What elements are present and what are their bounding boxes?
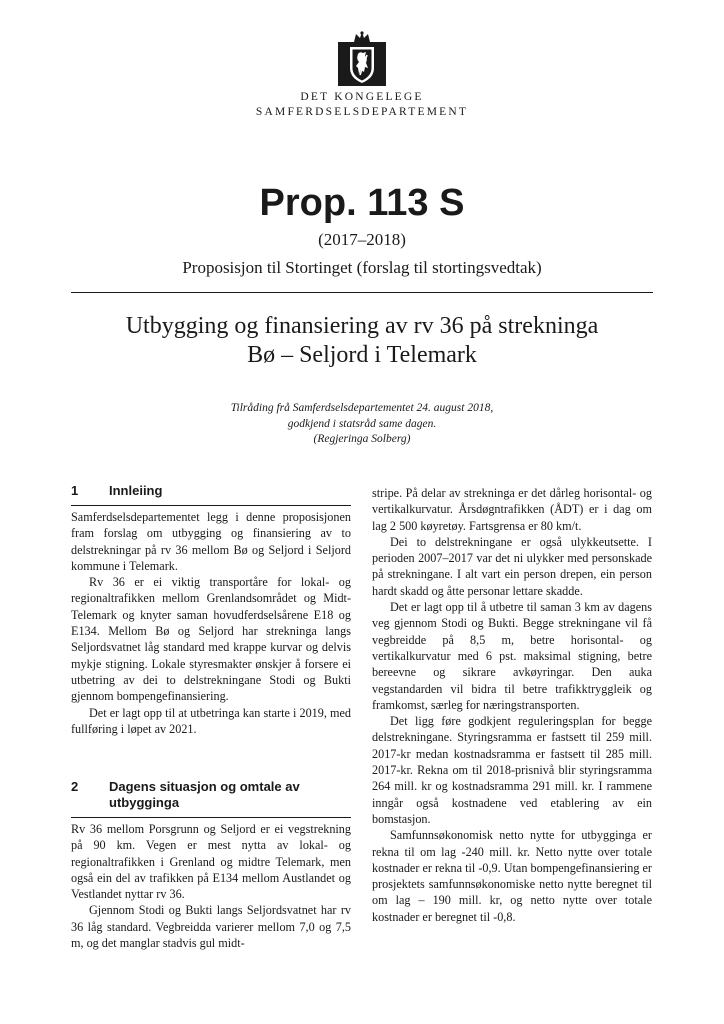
section-rule (71, 817, 351, 818)
paragraph: Det ligg føre godkjent reguleringsplan for begge delstrekningane. Styringsramma er fastsett til 259 mill. 2017-kr medan kostnadsramma er fastsett til 285 mill. 2017-kr. Rekna om til 2018-prisnivå blir styringsramma 264 mill. kr og kostnadsramma 291 mill. kr. I rammene inngår også kostnadene ved etablering av ein bomstasjon. (372, 714, 652, 826)
proposition-number: Prop. 113 S (259, 182, 465, 224)
session-years: (2017–2018) (318, 230, 406, 249)
paragraph: Rv 36 mellom Porsgrunn og Seljord er ei vegstrekning på 90 km. Vegen er mest nytta av lokal- og regionaltrafikken i Grenland og midtre Telemark, men også ein del av trafikken på E134 mellom Austlandet og Vestlandet nyttar rv 36. (71, 822, 351, 902)
document-title (60, 312, 664, 370)
section-title: Dagens situasjon og omtale av utbygginga (109, 779, 300, 810)
paragraph: stripe. På delar av strekninga er det dårleg horisontal- og vertikalkurvatur. Årsdøgntrafikken (ÅDT) er i dag om lag 2 500 køyretøy. Fartsgrensa er 80 km/t. (372, 486, 652, 533)
document-title-line2: Bø – Seljord i Telemark (247, 342, 477, 368)
approval-line: godkjend i statsråd same dagen. (287, 418, 437, 430)
section-number: 2 (71, 779, 79, 794)
section-1-body (71, 509, 351, 737)
government-line: (Regjeringa Solberg) (313, 433, 411, 445)
paragraph: Rv 36 er ei viktig transportåre for lokal- og regionaltrafikken mellom Grenlandsområdet og Midt-Telemark og knyter saman hovudferdselsårene E18 og E134. Mellom Bø og Seljord har strekninga langs Seljordsvatnet låg standard med krappe kurvar og delvis mykje stigning. Lokale styresmakter ønskjer å forsere ei utbetring av dei to delstrekningane Stodi og Bukti gjennom bompengefinansiering. (71, 575, 351, 704)
paragraph: Dei to delstrekningane er også ulykkeutsette. I perioden 2007–2017 var det ni ulykker med personskade på strekningane. I alt vart ein person drepen, ein person hardt skadd og åtte personar lettare skadde. (372, 534, 652, 598)
title-divider (71, 292, 653, 293)
section-2-body (71, 821, 351, 951)
document-title-line1: Utbygging og finansiering av rv 36 på strekninga (125, 313, 599, 339)
paragraph: Gjennom Stodi og Bukti langs Seljordsvatnet har rv 36 låg standard. Vegbreidda varierer mellom 7,0 og 7,5 m, og det manglar stadvis gul midt- (71, 903, 351, 951)
coat-of-arms-emblem (338, 30, 386, 86)
recommendation-line: Tilråding frå Samferdselsdepartementet 24. august 2018, (230, 402, 494, 414)
ministry-name-line1: DET KONGELEGE (300, 91, 424, 103)
right-column-body (372, 485, 652, 925)
section-title: Innleiing (109, 483, 163, 498)
paragraph: Samfunnsøkonomisk netto nytte for utbygginga er rekna til om lag -240 mill. kr. Netto nytte over totale kostnader er rekna til -0,9. Utan bompengefinansiering er prosjektets samfunnsøkonomiske netto nytte beregnet til om lag – 190 mill. kr, og netto nytte over totale kostnader er beregnet til -0,8. (372, 828, 652, 924)
section-rule (71, 505, 351, 506)
ministry-name-line2: SAMFERDSELSDEPARTEMENT (255, 106, 469, 118)
paragraph: Samferdselsdepartementet legg i denne proposisjonen fram forslag om utbygging og finansiering av to delstrekningar på rv 36 mellom Bø og Seljord i Seljord kommune i Telemark. (71, 510, 351, 573)
paragraph: Det er lagt opp til å utbetre til saman 3 km av dagens veg gjennom Stodi og Bukti. Begge strekningane vil få vegbreidde på 8,5 m, betre horisontal- og vertikalkurvatur med 6 pst. maksimal stigning, betre bereevne og sikrare avkøyringar. Den auka vegstandarden vil bidra til betre trafikktryggleik og framkomst, særleg for næringstransporten. (372, 600, 652, 712)
proposition-type: Proposisjon til Stortinget (forslag til stortingsvedtak) (182, 258, 542, 277)
paragraph: Det er lagt opp til at utbetringa kan starte i 2019, med fullføring i løpet av 2021. (71, 705, 351, 736)
section-number: 1 (71, 483, 79, 498)
